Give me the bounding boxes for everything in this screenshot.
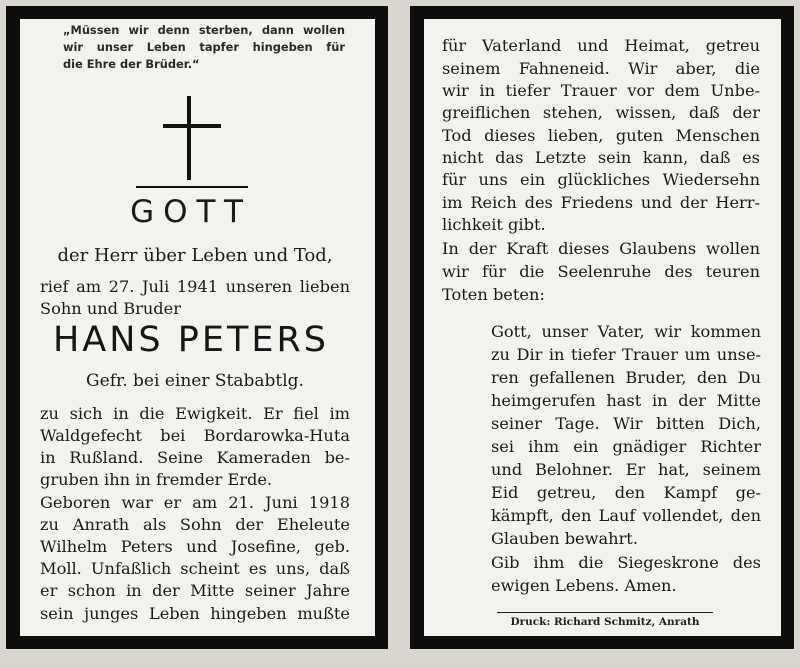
quote-line: die Ehre der Brüder.“	[63, 57, 200, 71]
cross-base-line	[136, 186, 248, 188]
prayer-line: Glauben bewahrt.	[491, 529, 638, 548]
prayer-line: kämpft, den Lauf vollendet, den	[491, 506, 761, 525]
body-line: in Rußland. Seine Kameraden be-	[40, 448, 350, 467]
prayer-line: sei ihm ein gnädiger Richter	[491, 437, 761, 456]
printer-credit: Druck: Richard Schmitz, Anrath	[510, 616, 700, 628]
right-body-line: wir in tiefer Trauer vor dem Unbe-	[442, 81, 760, 100]
right-body-line: In der Kraft dieses Glaubens wollen	[442, 239, 760, 258]
printer-divider	[497, 612, 713, 613]
right-body-line: für Vaterland und Heimat, getreu	[442, 36, 760, 55]
body-line: Wilhelm Peters und Josefine, geb.	[40, 537, 350, 556]
quote-line: wir unser Leben tapfer hingeben für	[63, 40, 345, 54]
quote-line: „Müssen wir denn sterben, dann wollen	[63, 23, 345, 37]
prayer-line: seiner Tage. Wir bitten Dich,	[491, 414, 761, 433]
intro-line: Sohn und Bruder	[40, 299, 181, 318]
body-line: Geboren war er am 21. Juni 1918	[40, 493, 350, 512]
intro-line: rief am 27. Juli 1941 unseren lieben	[40, 277, 350, 296]
prayer-line: Eid getreu, den Kampf ge-	[491, 483, 761, 502]
deceased-name: HANS PETERS	[52, 320, 330, 360]
cross-icon-bar	[163, 124, 221, 128]
body-line: Moll. Unfaßlich scheint es uns, daß	[40, 559, 350, 578]
body-line: er schon in der Mitte seiner Jahre	[40, 581, 350, 600]
prayer-line: Gib ihm die Siegeskrone des	[491, 553, 761, 572]
right-body-line: im Reich des Friedens und der Herr-	[442, 193, 760, 212]
prayer-line: zu Dir in tiefer Trauer um unse-	[491, 345, 761, 364]
prayer-line: und Belohner. Er hat, seinem	[491, 460, 761, 479]
heading-gott: GOTT	[130, 194, 252, 230]
prayer-line: heimgerufen hast in der Mitte	[491, 391, 761, 410]
right-body-line: wir für die Seelenruhe des teuren	[442, 262, 760, 281]
body-line: zu Anrath als Sohn der Eheleute	[40, 515, 350, 534]
right-body-line: Tod dieses lieben, guten Menschen	[442, 126, 760, 145]
right-body-line: nicht das Letzte sein kann, daß es	[442, 148, 760, 167]
body-line: gruben ihn in fremder Erde.	[40, 470, 273, 489]
rank-line: Gefr. bei einer Stababtlg.	[86, 371, 304, 391]
body-line: sein junges Leben hingeben mußte	[40, 604, 350, 623]
cross-icon	[187, 96, 191, 180]
subtitle: der Herr über Leben und Tod,	[57, 245, 333, 266]
opening-quote	[63, 22, 345, 73]
right-body-line: greiflichen stehen, wissen, daß der	[442, 103, 760, 122]
right-body-line: lichkeit gibt.	[442, 215, 546, 234]
right-body-line: für uns ein glückliches Wiedersehn	[442, 170, 760, 189]
prayer-line: Gott, unser Vater, wir kommen	[491, 322, 761, 341]
body-line: Waldgefecht bei Bordarowka-Huta	[40, 426, 350, 445]
right-body-line: seinem Fahneneid. Wir aber, die	[442, 59, 760, 78]
prayer-line: ren gefallenen Bruder, den Du	[491, 368, 761, 387]
prayer-line: ewigen Lebens. Amen.	[491, 576, 677, 595]
right-body-line: Toten beten:	[442, 285, 545, 304]
body-line: zu sich in die Ewigkeit. Er fiel im	[40, 404, 350, 423]
